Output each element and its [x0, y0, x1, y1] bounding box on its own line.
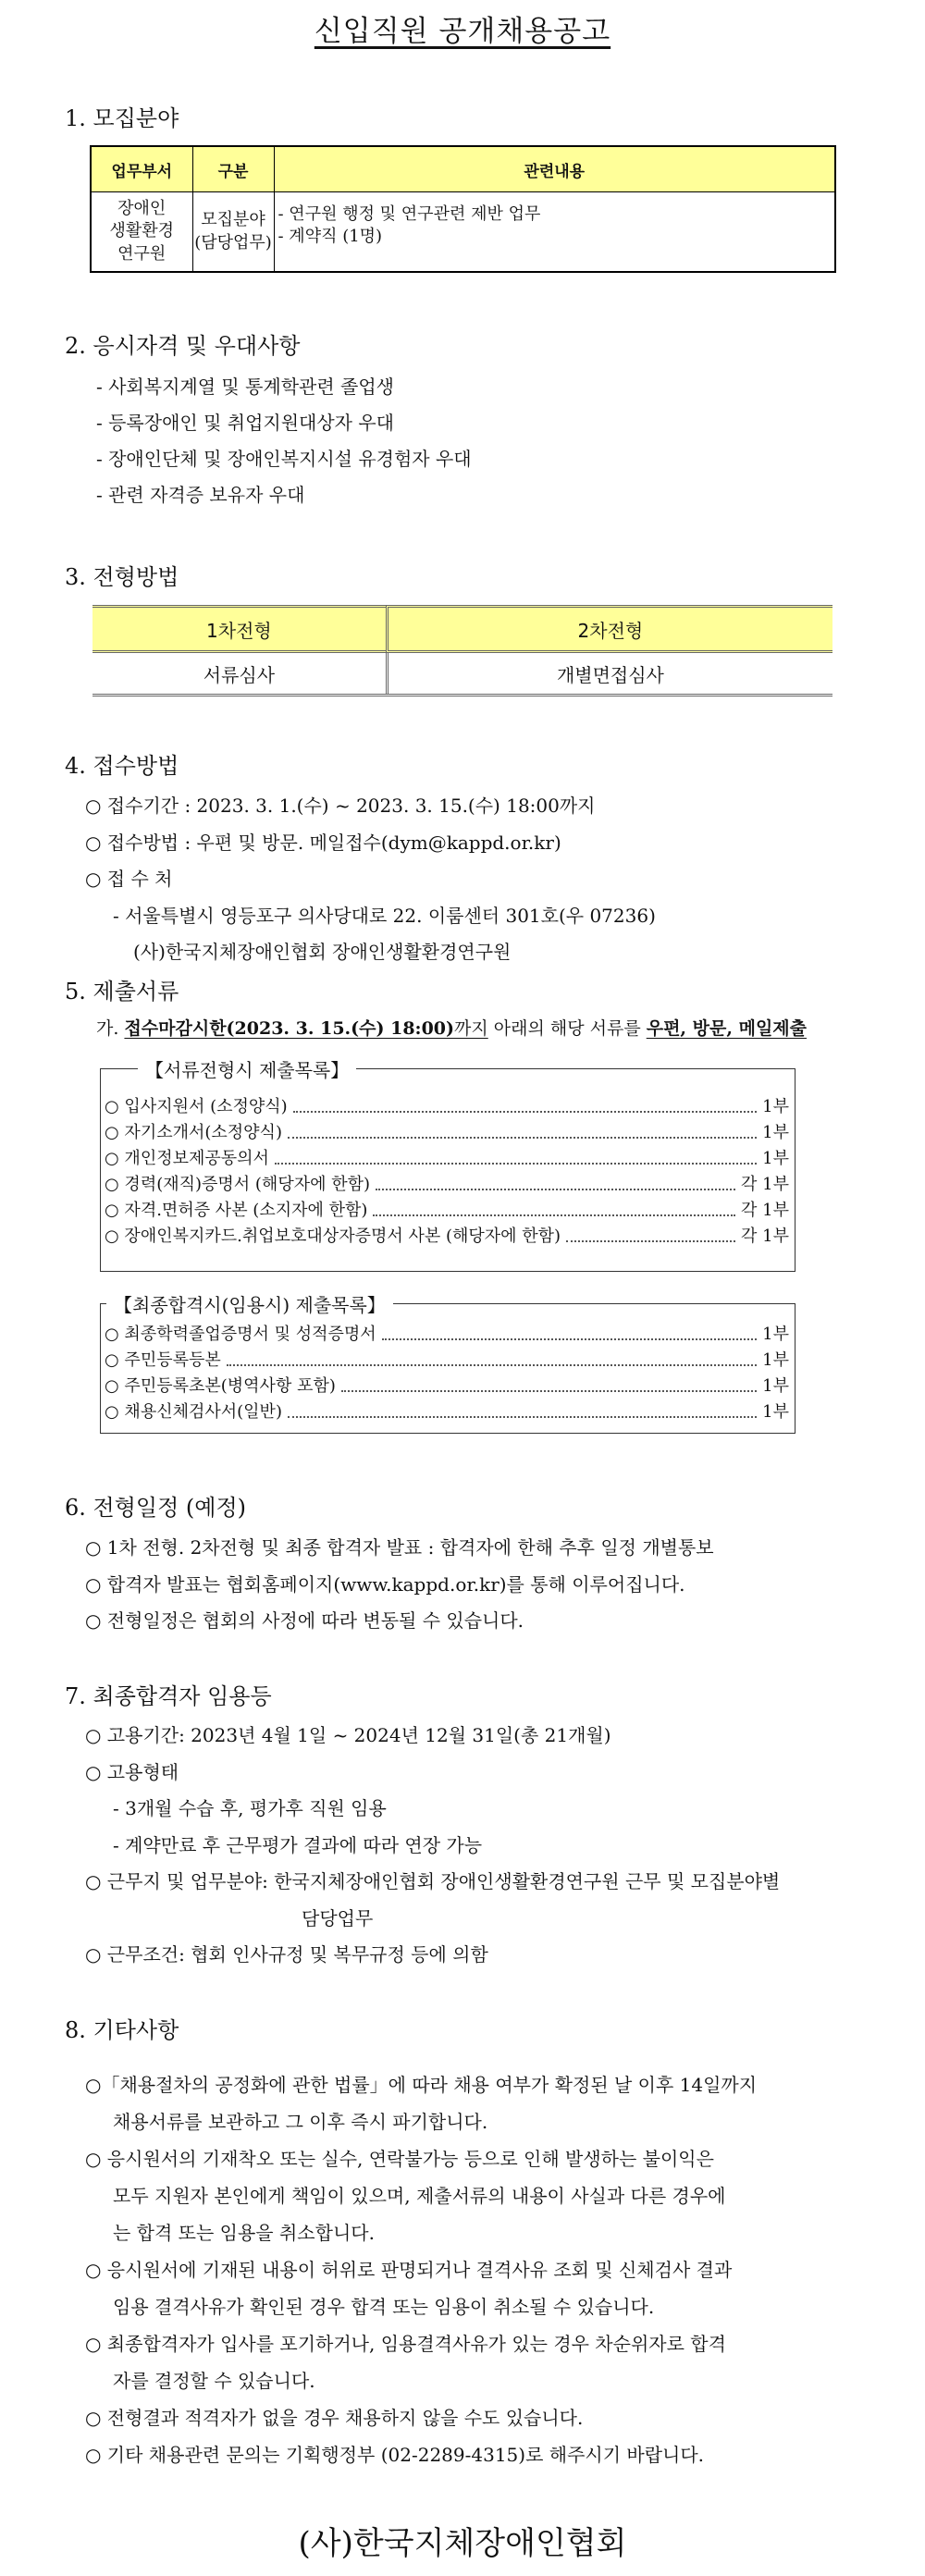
table-header: 구분 — [192, 146, 274, 192]
table-header: 업무부서 — [91, 146, 192, 192]
section-heading-qualifications: 2. 응시자격 및 우대사항 — [65, 333, 301, 359]
list-item: ○ 최종합격자가 입사를 포기하거나, 임용결격사유가 있는 경우 차순위자로 합격 — [85, 2333, 726, 2355]
document-row: ○ 개인정보제공동의서 1부 — [105, 1149, 789, 1168]
list-item: - 계약만료 후 근무평가 결과에 따라 연장 가능 — [113, 1834, 483, 1856]
list-item: ○ 전형결과 적격자가 없을 경우 채용하지 않을 수도 있습니다. — [85, 2407, 584, 2429]
document-row: ○ 장애인복지카드.취업보호대상자증명서 사본 (해당자에 한함) 각 1부 — [105, 1226, 789, 1246]
selection-table — [92, 605, 832, 696]
organization-name: (사)한국지체장애인협회 — [298, 2525, 627, 2562]
list-item: 모두 지원자 본인에게 책임이 있으며, 제출서류의 내용이 사실과 다른 경우에 — [113, 2185, 726, 2207]
list-item: 는 합격 또는 임용을 취소합니다. — [113, 2222, 375, 2244]
list-item: - 3개월 수습 후, 평가후 직원 임용 — [113, 1797, 387, 1819]
list-item: ○「채용절차의 공정화에 관한 법률」에 따라 채용 여부가 확정된 날 이후 14일까지 — [85, 2074, 758, 2096]
list-item: - 관련 자격증 보유자 우대 — [96, 484, 305, 506]
document-row: ○ 최종학력졸업증명서 및 성적증명서 1부 — [105, 1325, 789, 1344]
list-item: ○ 기타 채용관련 문의는 기획행정부 (02-2289-4315)로 해주시기 바랍니다. — [85, 2444, 705, 2466]
section-heading-schedule: 6. 전형일정 (예정) — [65, 1495, 246, 1521]
section-heading-application: 4. 접수방법 — [65, 753, 179, 779]
final-documents-box — [100, 1294, 796, 1434]
list-item: 담당업무 — [302, 1907, 374, 1929]
table-cell: 개별면접심사 — [386, 653, 832, 694]
screening-documents-box — [100, 1059, 796, 1272]
list-item: ○ 응시원서의 기재착오 또는 실수, 연락불가능 등으로 인해 발생하는 불이익은 — [85, 2148, 714, 2170]
document-row: ○ 주민등록등본 1부 — [105, 1350, 789, 1370]
list-item: ○ 1차 전형. 2차전형 및 최종 합격자 발표 : 합격자에 한해 추후 일정 개별통보 — [85, 1536, 714, 1559]
address-line: (사)한국지체장애인협회 장애인생활환경연구원 — [133, 941, 512, 963]
table-header: 1차전형 — [92, 605, 386, 653]
box-title: 【최종합격시(임용시) 제출목록】 — [106, 1290, 393, 1317]
recruitment-table — [90, 145, 836, 273]
list-item: ○ 합격자 발표는 협회홈페이지(www.kappd.or.kr)를 통해 이루어집니다. — [85, 1573, 685, 1596]
document-row: ○ 자기소개서(소정양식) 1부 — [105, 1123, 789, 1142]
list-item: ○ 응시원서에 기재된 내용이 허위로 판명되거나 결격사유 조회 및 신체검사 결과 — [85, 2259, 733, 2281]
list-item: 임용 결격사유가 확인된 경우 합격 또는 임용이 취소될 수 있습니다. — [113, 2296, 655, 2318]
section-heading-documents: 5. 제출서류 — [65, 979, 179, 1005]
category-cell: 모집분야 (담당업무) — [192, 192, 274, 273]
document-row: ○ 입사지원서 (소정양식) 1부 — [105, 1097, 789, 1116]
document-row: ○ 주민등록초본(병역사항 포함) 1부 — [105, 1376, 789, 1396]
document-row: ○ 자격.면허증 사본 (소지자에 한함) 각 1부 — [105, 1201, 789, 1220]
list-item: - 사회복지계열 및 통계학관련 졸업생 — [96, 376, 394, 398]
list-item: ○ 근무지 및 업무분야: 한국지체장애인협회 장애인생활환경연구원 근무 및 모집분야별 — [85, 1870, 781, 1892]
document-row: ○ 채용신체검사서(일반) 1부 — [105, 1402, 789, 1422]
address-line: - 서울특별시 영등포구 의사당대로 22. 이룸센터 301호(우 07236) — [113, 905, 656, 927]
page-title: 신입직원 공개채용공고 — [314, 15, 611, 48]
content-cell: - 연구원 행정 및 연구관련 제반 업무 - 계약직 (1명) — [274, 192, 835, 273]
section-heading-selection: 3. 전형방법 — [65, 564, 179, 590]
document-row: ○ 경력(재직)증명서 (해당자에 한함) 각 1부 — [105, 1175, 789, 1194]
list-item: ○ 고용형태 — [85, 1761, 179, 1783]
list-item: 자를 결정할 수 있습니다. — [113, 2370, 315, 2392]
documents-intro: 가. 접수마감시한(2023. 3. 15.(수) 18:00)까지 아래의 해당 서류를 우편, 방문, 메일제출 — [96, 1018, 808, 1039]
list-item: ○ 근무조건: 협회 인사규정 및 복무규정 등에 의함 — [85, 1943, 488, 1966]
list-item: 채용서류를 보관하고 그 이후 즉시 파기합니다. — [113, 2111, 488, 2133]
box-title: 【서류전형시 제출목록】 — [138, 1055, 356, 1082]
dept-cell: 장애인 생활환경 연구원 — [91, 192, 192, 273]
list-item: - 등록장애인 및 취업지원대상자 우대 — [96, 412, 394, 434]
list-item: ○ 접수기간 : 2023. 3. 1.(수) ~ 2023. 3. 15.(수) 18:00까지 — [85, 795, 596, 817]
table-cell: 서류심사 — [203, 663, 276, 686]
section-heading-appointment: 7. 최종합격자 임용등 — [65, 1683, 272, 1709]
list-item: - 장애인단체 및 장애인복지시설 유경험자 우대 — [96, 448, 472, 470]
list-item: ○ 접 수 처 — [85, 868, 173, 890]
table-header: 관련내용 — [274, 146, 835, 192]
list-item: ○ 전형일정은 협회의 사정에 따라 변동될 수 있습니다. — [85, 1609, 524, 1632]
section-heading-other: 8. 기타사항 — [65, 2017, 179, 2043]
list-item: ○ 접수방법 : 우편 및 방문. 메일접수(dym@kappd.or.kr) — [85, 832, 561, 854]
list-item: ○ 고용기간: 2023년 4월 1일 ~ 2024년 12월 31일(총 21개월) — [85, 1724, 611, 1746]
section-heading-recruitment: 1. 모집분야 — [65, 105, 179, 131]
table-header: 2차전형 — [386, 605, 832, 653]
